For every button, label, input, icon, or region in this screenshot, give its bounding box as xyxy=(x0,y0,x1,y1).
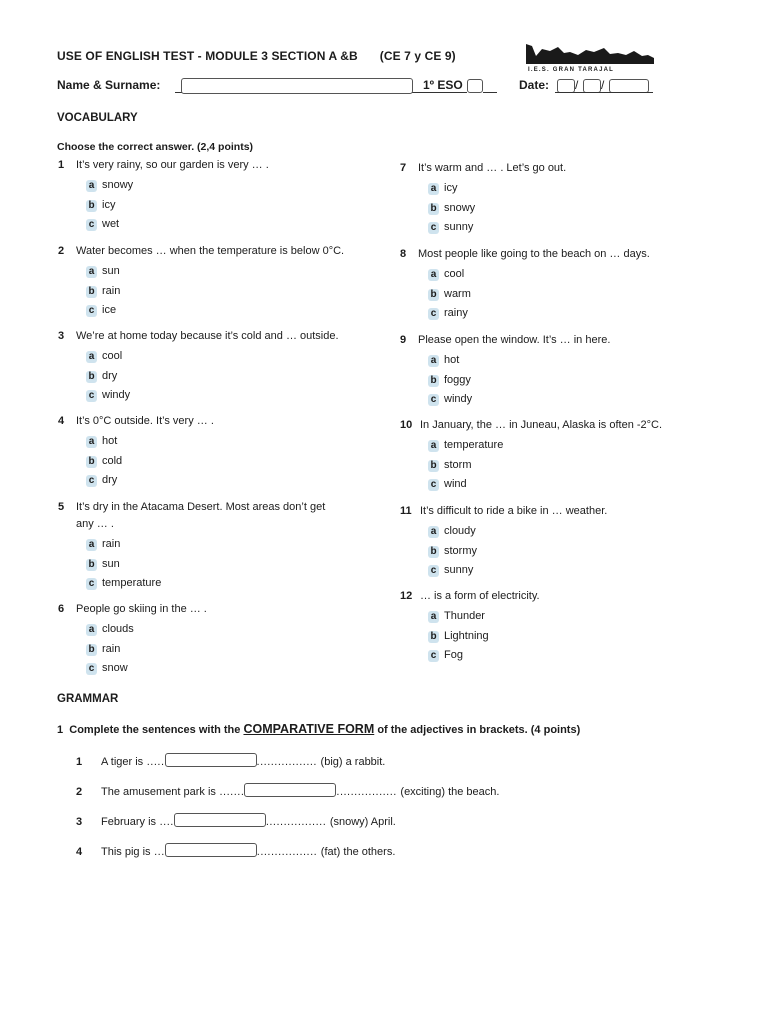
answer-option-c[interactable] xyxy=(428,649,463,662)
date-year-box[interactable] xyxy=(609,79,649,93)
question-text: It’s very rainy, so our garden is very … . xyxy=(76,159,269,171)
school-logo xyxy=(524,42,656,72)
name-input[interactable] xyxy=(181,78,413,94)
option-text: Thunder xyxy=(444,610,485,622)
vocab-question-1 xyxy=(58,159,269,171)
option-text: rainy xyxy=(444,307,468,319)
option-text: clouds xyxy=(102,623,134,635)
option-text: Lightning xyxy=(444,629,489,642)
option-text: cloudy xyxy=(444,525,476,537)
question-number: 12 xyxy=(400,590,413,602)
answer-option-a[interactable] xyxy=(428,610,485,623)
vocabulary-instruction: Choose the correct answer. (2,4 points) xyxy=(57,141,254,153)
question-text-continued: any … . xyxy=(76,518,114,530)
vocab-question-2 xyxy=(58,245,344,257)
question-number: 10 xyxy=(400,419,413,431)
option-text: foggy xyxy=(444,373,471,386)
answer-input-box[interactable] xyxy=(165,843,257,857)
question-text: Please open the window. It’s … in here. xyxy=(418,334,611,346)
question-text: It’s warm and … . Let’s go out. xyxy=(418,162,567,174)
grammar-item-after: (snowy) April. xyxy=(329,816,396,828)
option-letter-badge: c xyxy=(86,219,97,231)
answer-option-a[interactable] xyxy=(86,179,133,192)
option-letter-badge: c xyxy=(428,565,439,577)
answer-option-b[interactable] xyxy=(428,459,472,472)
answer-input-box[interactable] xyxy=(165,753,257,767)
answer-option-c[interactable] xyxy=(86,662,128,675)
option-letter-badge: b xyxy=(428,631,439,643)
answer-option-c[interactable] xyxy=(428,564,473,577)
grade-underline xyxy=(483,92,497,93)
option-text: rain xyxy=(102,538,121,550)
blank-dots: ... xyxy=(150,846,165,858)
option-text: wet xyxy=(102,218,120,230)
answer-option-b[interactable] xyxy=(428,374,471,387)
vocab-question-3 xyxy=(58,330,339,342)
question-text: It’s difficult to ride a bike in … weather. xyxy=(420,505,608,517)
question-text: … is a form of electricity. xyxy=(420,590,540,602)
grammar-item-2 xyxy=(76,783,499,798)
vocab-question-5 xyxy=(58,501,325,513)
grammar-instruction-pre: Complete the sentences with the xyxy=(69,724,241,736)
option-text: cool xyxy=(102,350,123,362)
answer-option-a[interactable] xyxy=(428,525,476,538)
option-letter-badge: c xyxy=(86,475,97,487)
option-text: storm xyxy=(444,458,472,471)
test-title-text: USE OF ENGLISH TEST - MODULE 3 SECTION A &B xyxy=(57,49,358,63)
grammar-item-before: A tiger is xyxy=(101,756,144,768)
answer-option-a[interactable] xyxy=(428,182,457,195)
option-letter-badge: b xyxy=(86,286,97,298)
grammar-item-before: February is xyxy=(101,816,157,828)
date-label: Date: xyxy=(519,78,550,92)
option-letter-badge: c xyxy=(86,305,97,317)
grammar-item-before: The amusement park is xyxy=(101,786,216,798)
answer-option-c[interactable] xyxy=(428,478,467,491)
grammar-item-number: 1 xyxy=(76,756,83,768)
answer-input-box[interactable] xyxy=(244,783,336,797)
date-month-box[interactable] xyxy=(583,79,601,93)
answer-option-b[interactable] xyxy=(428,630,489,643)
option-letter-badge: c xyxy=(428,650,439,662)
grammar-item-after: (fat) the others. xyxy=(320,846,396,858)
vocab-question-11 xyxy=(400,505,607,517)
grammar-item-number: 2 xyxy=(76,786,83,798)
grammar-item-4 xyxy=(76,843,395,858)
test-title xyxy=(57,49,456,63)
option-text: rain xyxy=(102,642,121,655)
option-text: sun xyxy=(102,557,120,570)
question-number: 8 xyxy=(400,248,407,260)
question-number: 9 xyxy=(400,334,407,346)
question-text: Most people like going to the beach on … days. xyxy=(418,248,650,260)
grammar-item-1 xyxy=(76,753,385,768)
option-text: windy xyxy=(102,389,131,401)
question-number: 7 xyxy=(400,162,407,174)
answer-option-b[interactable] xyxy=(86,558,120,571)
blank-dots: .... xyxy=(156,816,174,828)
option-letter-badge: a xyxy=(86,624,97,636)
option-text: ice xyxy=(102,304,117,316)
answer-option-b[interactable] xyxy=(86,643,120,656)
blank-dots: ................. xyxy=(336,786,401,798)
date-separator: / xyxy=(601,78,605,92)
grammar-item-after: (big) a rabbit. xyxy=(320,756,386,768)
grade-label: 1º ESO xyxy=(423,78,463,92)
grammar-item-before: This pig is xyxy=(101,846,151,858)
option-letter-badge: b xyxy=(428,460,439,472)
option-letter-badge: c xyxy=(86,663,97,675)
grammar-instruction-post: of the adjectives in brackets. (4 points) xyxy=(377,724,581,736)
blank-dots: ................. xyxy=(256,846,321,858)
answer-option-a[interactable] xyxy=(86,265,120,278)
option-letter-badge: b xyxy=(86,559,97,571)
answer-option-b[interactable] xyxy=(428,202,475,215)
option-letter-badge: b xyxy=(86,644,97,656)
grammar-instruction-num: 1 xyxy=(57,724,64,736)
question-number: 11 xyxy=(400,505,412,517)
option-letter-badge: c xyxy=(428,394,439,406)
vocab-question-6 xyxy=(58,603,207,615)
blank-dots: ....... xyxy=(215,786,245,798)
option-letter-badge: a xyxy=(428,183,439,195)
question-number: 3 xyxy=(58,330,65,342)
option-letter-badge: a xyxy=(428,611,439,623)
vocab-question-10 xyxy=(400,419,662,431)
question-text: It’s 0°C outside. It’s very … . xyxy=(76,415,214,427)
option-letter-badge: a xyxy=(428,269,439,281)
option-letter-badge: a xyxy=(428,440,439,452)
option-text: icy xyxy=(102,198,116,211)
name-label: Name & Surname: xyxy=(57,78,161,92)
vocab-question-4 xyxy=(58,415,214,427)
question-number: 1 xyxy=(58,159,65,171)
blank-dots: ..... xyxy=(143,756,165,768)
option-letter-badge: b xyxy=(86,456,97,468)
option-letter-badge: b xyxy=(86,371,97,383)
option-text: temperature xyxy=(444,439,504,451)
vocab-question-12 xyxy=(400,590,540,602)
vocab-question-8 xyxy=(400,248,650,260)
answer-option-b[interactable] xyxy=(86,199,115,212)
option-text: icy xyxy=(444,182,458,194)
answer-option-b[interactable] xyxy=(86,285,120,298)
date-separator: / xyxy=(575,78,579,92)
option-text: cold xyxy=(102,454,123,467)
option-text: snow xyxy=(102,662,128,674)
answer-option-c[interactable] xyxy=(86,577,161,590)
answer-option-c[interactable] xyxy=(86,304,116,317)
option-letter-badge: c xyxy=(428,222,439,234)
option-text: snowy xyxy=(102,179,134,191)
option-text: hot xyxy=(102,435,118,447)
question-number: 4 xyxy=(58,415,65,427)
option-text: stormy xyxy=(444,544,477,557)
option-text: wind xyxy=(444,478,467,490)
option-letter-badge: c xyxy=(428,479,439,491)
option-text: dry xyxy=(102,474,118,486)
option-text: hot xyxy=(444,354,460,366)
option-text: dry xyxy=(102,369,118,382)
option-text: temperature xyxy=(102,577,162,589)
question-number: 5 xyxy=(58,501,65,513)
answer-option-c[interactable] xyxy=(428,221,473,234)
answer-option-c[interactable] xyxy=(428,393,472,406)
grammar-item-3 xyxy=(76,813,396,828)
option-letter-badge: c xyxy=(86,578,97,590)
answer-option-c[interactable] xyxy=(86,389,130,402)
option-letter-badge: a xyxy=(86,539,97,551)
question-text: It’s dry in the Atacama Desert. Most areas don’t get xyxy=(76,501,326,513)
question-text: We’re at home today because it’s cold and … outside. xyxy=(76,330,339,342)
option-text: snowy xyxy=(444,201,476,214)
blank-dots: ................. xyxy=(265,816,330,828)
answer-option-a[interactable] xyxy=(428,268,464,281)
answer-option-a[interactable] xyxy=(428,439,503,452)
question-text: In January, the … in Juneau, Alaska is often -2°C. xyxy=(420,419,663,431)
option-letter-badge: b xyxy=(428,289,439,301)
option-text: warm xyxy=(444,287,471,300)
question-text: Water becomes … when the temperature is below 0°C. xyxy=(76,245,345,257)
option-text: Fog xyxy=(444,649,463,661)
option-letter-badge: b xyxy=(428,546,439,558)
answer-option-c[interactable] xyxy=(86,474,117,487)
question-text: People go skiing in the … . xyxy=(76,603,207,615)
answer-option-b[interactable] xyxy=(86,370,117,383)
answer-option-a[interactable] xyxy=(428,354,459,367)
option-letter-badge: c xyxy=(428,308,439,320)
answer-option-a[interactable] xyxy=(86,538,120,551)
option-text: sun xyxy=(102,265,120,277)
option-letter-badge: b xyxy=(86,200,97,212)
test-title-codes: (CE 7 y CE 9) xyxy=(379,49,456,63)
grammar-heading: GRAMMAR xyxy=(57,693,119,705)
option-text: rain xyxy=(102,284,121,297)
option-letter-badge: a xyxy=(86,180,97,192)
answer-option-c[interactable] xyxy=(86,218,119,231)
answer-option-a[interactable] xyxy=(86,623,134,636)
blank-dots: ................. xyxy=(256,756,321,768)
grammar-item-number: 3 xyxy=(76,816,83,828)
date-underline xyxy=(555,92,653,93)
logo-text: I.E.S. GRAN TARAJAL xyxy=(528,67,615,72)
date-day-box[interactable] xyxy=(557,79,575,93)
grammar-instruction-emphasis: COMPARATIVE FORM xyxy=(243,722,375,736)
grammar-item-after: (exciting) the beach. xyxy=(400,786,500,798)
option-letter-badge: a xyxy=(428,355,439,367)
answer-option-a[interactable] xyxy=(86,350,122,363)
answer-option-c[interactable] xyxy=(428,307,468,320)
grade-group-box[interactable] xyxy=(467,79,483,93)
option-letter-badge: b xyxy=(428,203,439,215)
answer-option-a[interactable] xyxy=(86,435,117,448)
vocab-question-7 xyxy=(400,162,566,174)
option-letter-badge: a xyxy=(86,266,97,278)
answer-input-box[interactable] xyxy=(174,813,266,827)
question-number: 2 xyxy=(58,245,65,257)
option-letter-badge: a xyxy=(428,526,439,538)
grammar-item-number: 4 xyxy=(76,846,83,858)
answer-option-b[interactable] xyxy=(86,455,122,468)
question-number: 6 xyxy=(58,603,65,615)
option-letter-badge: c xyxy=(86,390,97,402)
option-letter-badge: a xyxy=(86,436,97,448)
vocab-question-9 xyxy=(400,334,610,346)
answer-option-b[interactable] xyxy=(428,288,471,301)
answer-option-b[interactable] xyxy=(428,545,477,558)
vocabulary-heading: VOCABULARY xyxy=(57,112,138,124)
option-letter-badge: a xyxy=(86,351,97,363)
option-text: cool xyxy=(444,268,465,280)
grammar-instruction xyxy=(57,722,580,736)
option-text: windy xyxy=(444,393,473,405)
option-text: sunny xyxy=(444,221,474,233)
option-letter-badge: b xyxy=(428,375,439,387)
option-text: sunny xyxy=(444,564,474,576)
